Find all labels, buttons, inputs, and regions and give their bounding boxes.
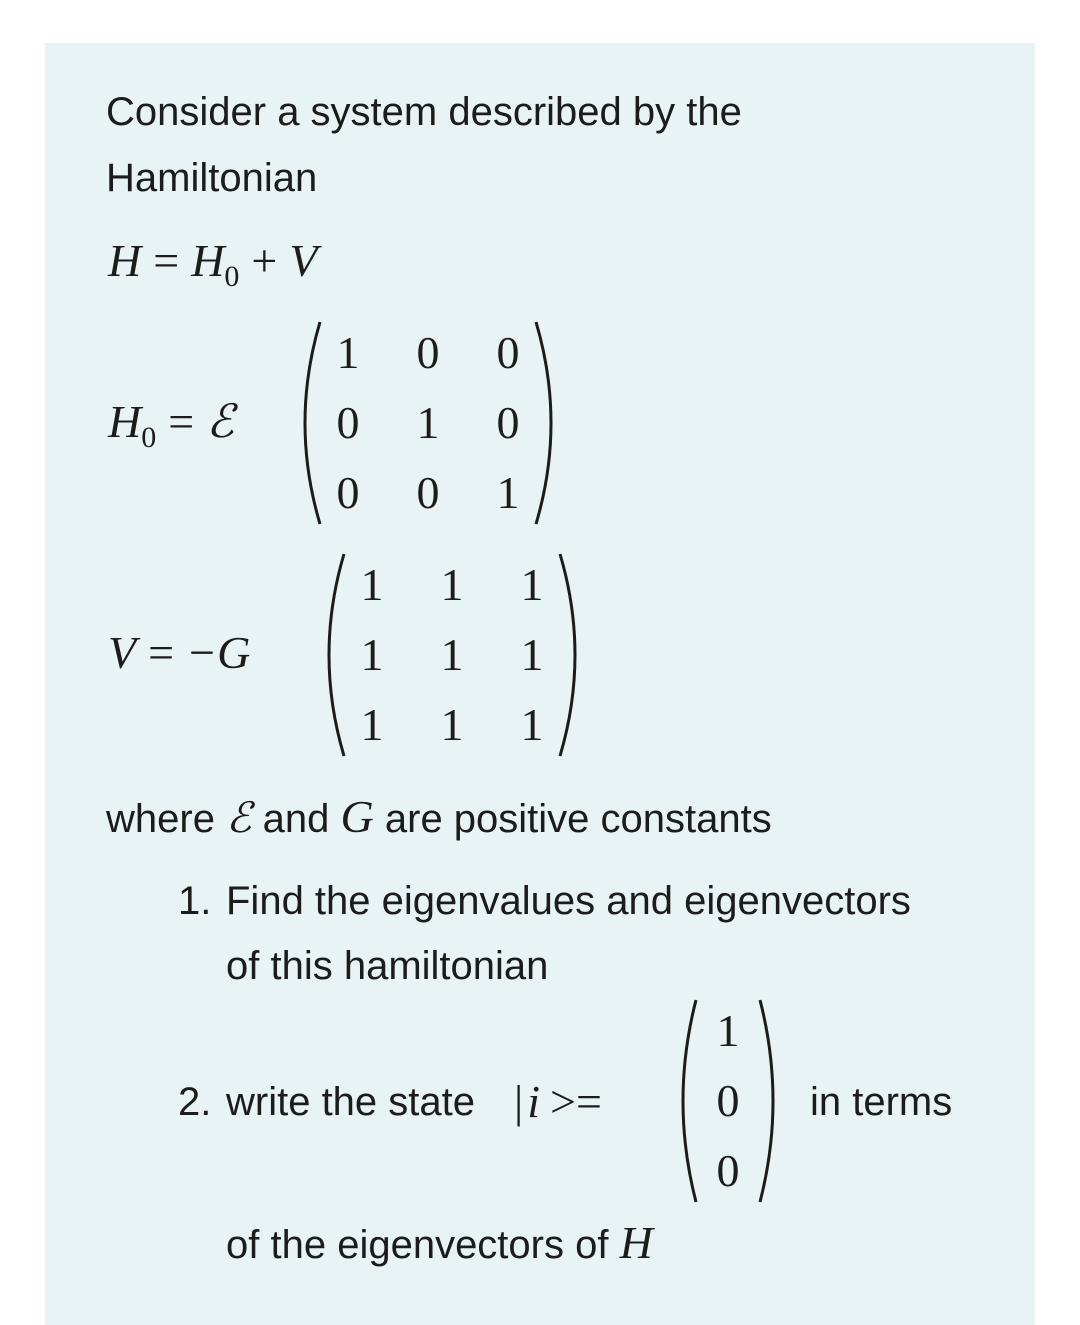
item-1-line-2: of this hamiltonian	[226, 944, 549, 988]
ket-bar: |	[514, 1076, 524, 1127]
symbol-script-e: ℰ	[226, 793, 252, 842]
symbol-h: H	[619, 1217, 653, 1268]
symbol-v: V	[289, 235, 318, 286]
where-suffix: are positive constants	[384, 797, 772, 841]
item-2-number: 2.	[178, 1080, 212, 1124]
matrix-v-cell-1-2: 1	[440, 559, 464, 610]
item-2-line-2	[226, 1217, 653, 1268]
symbol-v: V	[108, 627, 137, 678]
intro-line-2: Hamiltonian	[106, 156, 318, 200]
vector-cell-3-1: 0	[716, 1145, 740, 1196]
matrix-v-cell-3-1: 1	[360, 699, 384, 750]
where-line	[106, 791, 772, 842]
subscript-0: 0	[141, 421, 157, 454]
vector-cell-1-1: 1	[716, 1005, 740, 1056]
matrix-v-cell-3-3: 1	[520, 699, 544, 750]
ket-close: >=	[550, 1076, 602, 1127]
symbol-h: H	[108, 235, 142, 286]
and-word: and	[262, 797, 330, 841]
equals-sign: =	[148, 627, 175, 678]
matrix-h0-cell-3-3: 1	[496, 467, 520, 518]
symbol-g: G	[340, 791, 374, 842]
matrix-h0-cell-2-2: 1	[416, 397, 440, 448]
symbol-h0: H	[108, 396, 142, 447]
item-2-text: write the state	[226, 1080, 476, 1124]
matrix-h0-cell-2-1: 0	[336, 397, 360, 448]
item-1-number: 1.	[178, 879, 212, 923]
equals-sign: =	[168, 396, 195, 447]
equation-hamiltonian	[108, 235, 318, 293]
matrix-h0-cell-3-1: 0	[336, 467, 360, 518]
matrix-h0-cell-3-2: 0	[416, 467, 440, 518]
matrix-v	[312, 550, 592, 760]
item-2-in-terms: in terms	[810, 1080, 953, 1124]
item-1-line-1: Find the eigenvalues and eigenvectors	[226, 879, 911, 923]
matrix-v-cell-1-1: 1	[360, 559, 384, 610]
intro-line-1: Consider a system described by the	[106, 90, 742, 134]
symbol-neg-g: −G	[186, 627, 251, 678]
matrix-v-cell-2-1: 1	[360, 629, 384, 680]
matrix-h0-cell-1-2: 0	[416, 327, 440, 378]
where-word: where	[106, 797, 215, 841]
equation-h0-lhs	[108, 394, 235, 454]
matrix-h0	[288, 318, 568, 528]
ket-expression	[514, 1076, 602, 1127]
vector-cell-2-1: 0	[716, 1075, 740, 1126]
equals-sign: =	[153, 235, 180, 286]
symbol-i: i	[527, 1076, 540, 1127]
matrix-v-cell-2-3: 1	[520, 629, 544, 680]
matrix-h0-cell-1-3: 0	[496, 327, 520, 378]
matrix-v-cell-2-2: 1	[440, 629, 464, 680]
matrix-h0-cell-1-1: 1	[336, 327, 360, 378]
symbol-h0: H	[191, 235, 225, 286]
subscript-0: 0	[224, 260, 240, 293]
item-2-line-2-text: of the eigenvectors of	[226, 1223, 609, 1267]
vector-state	[668, 996, 788, 1206]
plus-sign: +	[251, 235, 278, 286]
matrix-h0-cell-2-3: 0	[496, 397, 520, 448]
equation-v-lhs	[108, 627, 251, 678]
matrix-v-cell-3-2: 1	[440, 699, 464, 750]
symbol-script-e: ℰ	[206, 394, 235, 448]
matrix-v-cell-1-3: 1	[520, 559, 544, 610]
